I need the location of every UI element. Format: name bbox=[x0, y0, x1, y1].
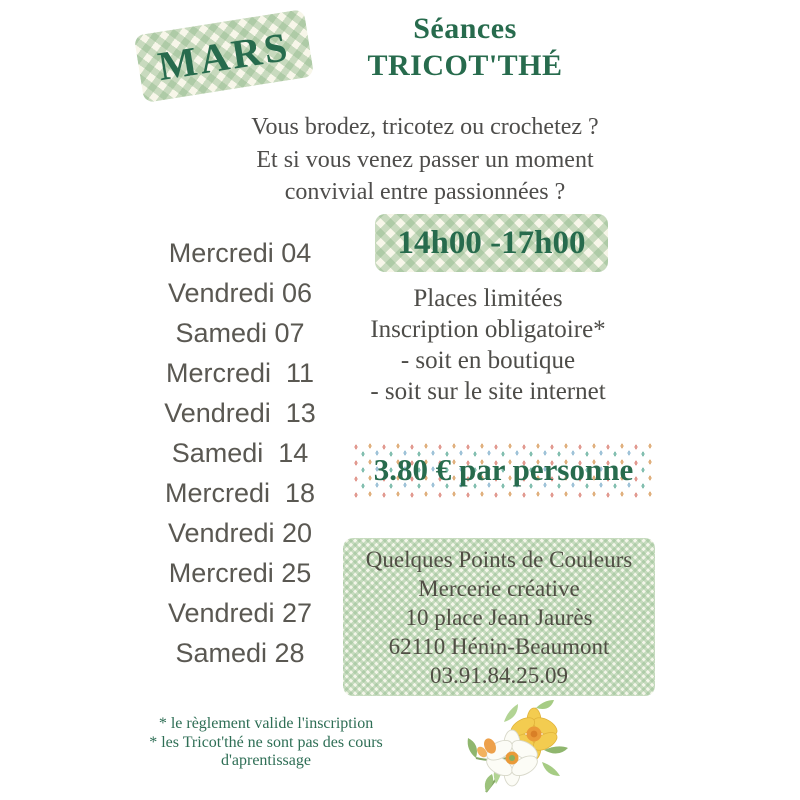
shop-phone: 03.91.84.25.09 bbox=[430, 662, 568, 688]
intro-text bbox=[220, 111, 630, 209]
time-badge bbox=[375, 214, 608, 272]
price-label: 3.80 € par personne bbox=[373, 452, 634, 487]
price-badge bbox=[352, 442, 655, 498]
list-item: Mercredi 18 bbox=[164, 478, 316, 508]
footnote-line: * le règlement valide l'inscription bbox=[158, 715, 374, 732]
registration-info bbox=[333, 283, 643, 407]
page-title bbox=[315, 10, 615, 84]
info-line: Inscription obligatoire* bbox=[370, 316, 606, 343]
list-item: Samedi 07 bbox=[175, 318, 305, 348]
list-item: Vendredi 27 bbox=[167, 598, 313, 628]
title-line-1: Séances bbox=[413, 12, 517, 45]
info-line: Places limitées bbox=[413, 285, 563, 312]
list-item: Vendredi 13 bbox=[164, 398, 316, 428]
list-item: Mercredi 04 bbox=[168, 238, 312, 268]
shop-name: Quelques Points de Couleurs bbox=[365, 546, 633, 572]
list-item: Vendredi 20 bbox=[167, 518, 313, 548]
time-label: 14h00 -17h00 bbox=[397, 224, 586, 261]
list-item: Mercredi 11 bbox=[165, 358, 315, 388]
contact-card bbox=[343, 538, 655, 696]
daffodil-bouquet-icon bbox=[452, 692, 580, 798]
month-badge bbox=[134, 9, 315, 103]
list-item: Mercredi 25 bbox=[168, 558, 312, 588]
footnote-line: * les Tricot'thé ne sont pas des cours bbox=[149, 733, 383, 751]
footnotes bbox=[128, 715, 404, 771]
intro-line: convivial entre passionnées ? bbox=[284, 179, 566, 205]
shop-subtitle: Mercerie créative bbox=[418, 575, 580, 601]
date-list bbox=[140, 233, 340, 673]
info-line: - soit sur le site internet bbox=[370, 378, 606, 405]
list-item: Vendredi 06 bbox=[167, 278, 313, 308]
list-item: Samedi 14 bbox=[171, 438, 309, 468]
info-line: - soit en boutique bbox=[400, 347, 576, 374]
title-line-2: TRICOT'THÉ bbox=[367, 49, 563, 82]
shop-city: 62110 Hénin-Beaumont bbox=[388, 633, 610, 659]
footnote-line: d'aprentissage bbox=[221, 752, 311, 769]
intro-line: Et si vous venez passer un moment bbox=[256, 146, 594, 173]
intro-line: Vous brodez, tricotez ou crochetez ? bbox=[251, 114, 599, 140]
shop-street: 10 place Jean Jaurès bbox=[405, 604, 593, 630]
month-label: MARS bbox=[154, 22, 294, 90]
list-item: Samedi 28 bbox=[175, 638, 305, 668]
